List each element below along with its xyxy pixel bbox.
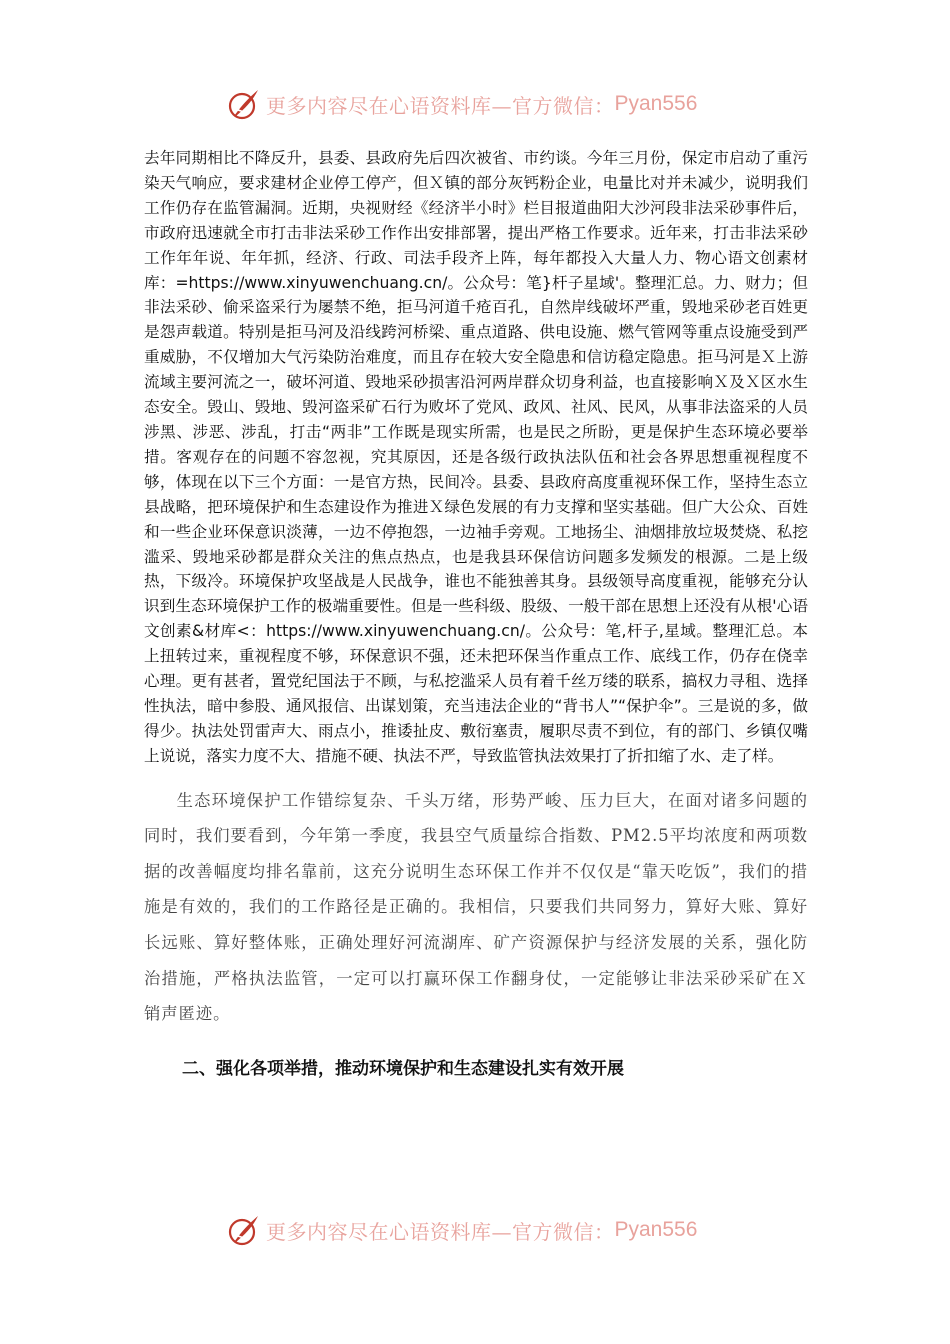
header-banner-text: 更多内容尽在心语资料库—官方微信： bbox=[266, 93, 615, 118]
body-paragraph-2: 生态环境保护工作错综复杂、千头万绪，形势严峻、压力巨大，在面对诸多问题的同时，我们要看到，今年第一季度，我县空气质量综合指数、PM2.5平均浓度和两项数据的改善幅度均排名靠前，这充分说明生态环保工作并不仅仅是“靠天吃饭”，我们的措施是有效的，我们的工作路径是正确的。我相信，只要我们共同努力，算好大账、算好长远账、算好整体账，正确处理好河流湖库、矿产资源保护与经济发展的关系，强化防治措施，严格执法监管，一定可以打赢环保工作翻身仗，一定能够让非法采砂采矿在Ｘ销声匿迹。 bbox=[144, 790, 808, 1024]
footer-banner bbox=[226, 1210, 726, 1250]
document-body bbox=[144, 146, 808, 1079]
body-paragraph-1: 去年同期相比不降反升，县委、县政府先后四次被省、市约谈。今年三月份，保定市启动了重污染天气响应，要求建材企业停工停产，但Ｘ镇的部分灰钙粉企业，电量比对并未减少，说明我们工作仍存在监管漏洞。近期，央视财经《经济半小时》栏目报道曲阳大沙河段非法采砂事件后，市政府迅速就全市打击非法采砂工作作出安排部署，提出严格工作要求。近年来，打击非法采砂工作年年说、年年抓，经济、行政、司法手段齐上阵，每年都投入大量人力、物心语文创素材库：=https://www.xinyuwenchuang.cn/。公众号：笔}杆子星域'。整理汇总。力、财力；但非法采砂、偷采盗采行为屡禁不绝，拒马河道千疮百孔，自然岸线破坏严重，毁地采砂老百姓更是怨声载道。特别是拒马河及沿线跨河桥梁、重点道路、供电设施、燃气管网等重点设施受到严重威胁，不仅增加大气污染防治难度，而且存在较大安全隐患和信访稳定隐患。拒马河是Ｘ上游流域主要河流之一，破坏河道、毁地采砂损害沿河两岸群众切身利益，也直接影响Ｘ及Ｘ区水生态安全。毁山、毁地、毁河盗采矿石行为败坏了党风、政风、社风、民风，从事非法盗采的人员涉黑、涉恶、涉乱，打击“两非”工作既是现实所需，也是民之所盼，更是保护生态环境必要举措。客观存在的问题不容忽视，究其原因，还是各级行政执法队伍和社会各界思想重视程度不够，体现在以下三个方面：一是官方热，民间冷。县委、县政府高度重视环保工作，坚持生态立县战略，把环境保护和生态建设作为推进Ｘ绿色发展的有力支撑和坚实基础。但广大公众、百姓和一些企业环保意识淡薄，一边不停抱怨，一边袖手旁观。工地扬尘、油烟排放垃圾焚烧、私挖滥采、毁地采砂都是群众关注的焦点热点，也是我县环保信访问题多发频发的根源。二是上级热，下级冷。环境保护攻坚战是人民战争，谁也不能独善其身。县级领导高度重视，能够充分认识到生态环境保护工作的极端重要性。但是一些科级、股级、一般干部在思想上还没有从根'心语文创素&材库<：https://www.xinyuwenchuang.cn/。公众号：笔,杆子,星域。整理汇总。本上扭转过来，重视程度不够，环保意识不强，还未把环保当作重点工作、底线工作，仍存在侥幸心理。更有甚者，置党纪国法于不顾，与私挖滥采人员有着千丝万缕的联系，搞权力寻租、选择性执法，暗中参股、通风报信、出谋划策，充当违法企业的“背书人”“保护伞”。三是说的多，做得少。执法处罚雷声大、雨点小，推诿扯皮、敷衍塞责，履职尽责不到位，有的部门、乡镇仅嘴上说说，落实力度不大、措施不硬、执法不严，导致监管执法效果打了折扣缩了水、走了样。 bbox=[144, 149, 808, 765]
quill-logo-icon bbox=[226, 1212, 262, 1248]
section-heading: 二、强化各项举措，推动环境保护和生态建设扎实有效开展 bbox=[182, 1058, 624, 1079]
footer-banner-handle: Pyan556 bbox=[614, 1218, 698, 1241]
header-banner bbox=[226, 84, 726, 124]
quill-logo-icon bbox=[226, 86, 262, 122]
header-banner-handle: Pyan556 bbox=[614, 92, 698, 115]
footer-banner-text: 更多内容尽在心语资料库—官方微信： bbox=[266, 1219, 615, 1244]
